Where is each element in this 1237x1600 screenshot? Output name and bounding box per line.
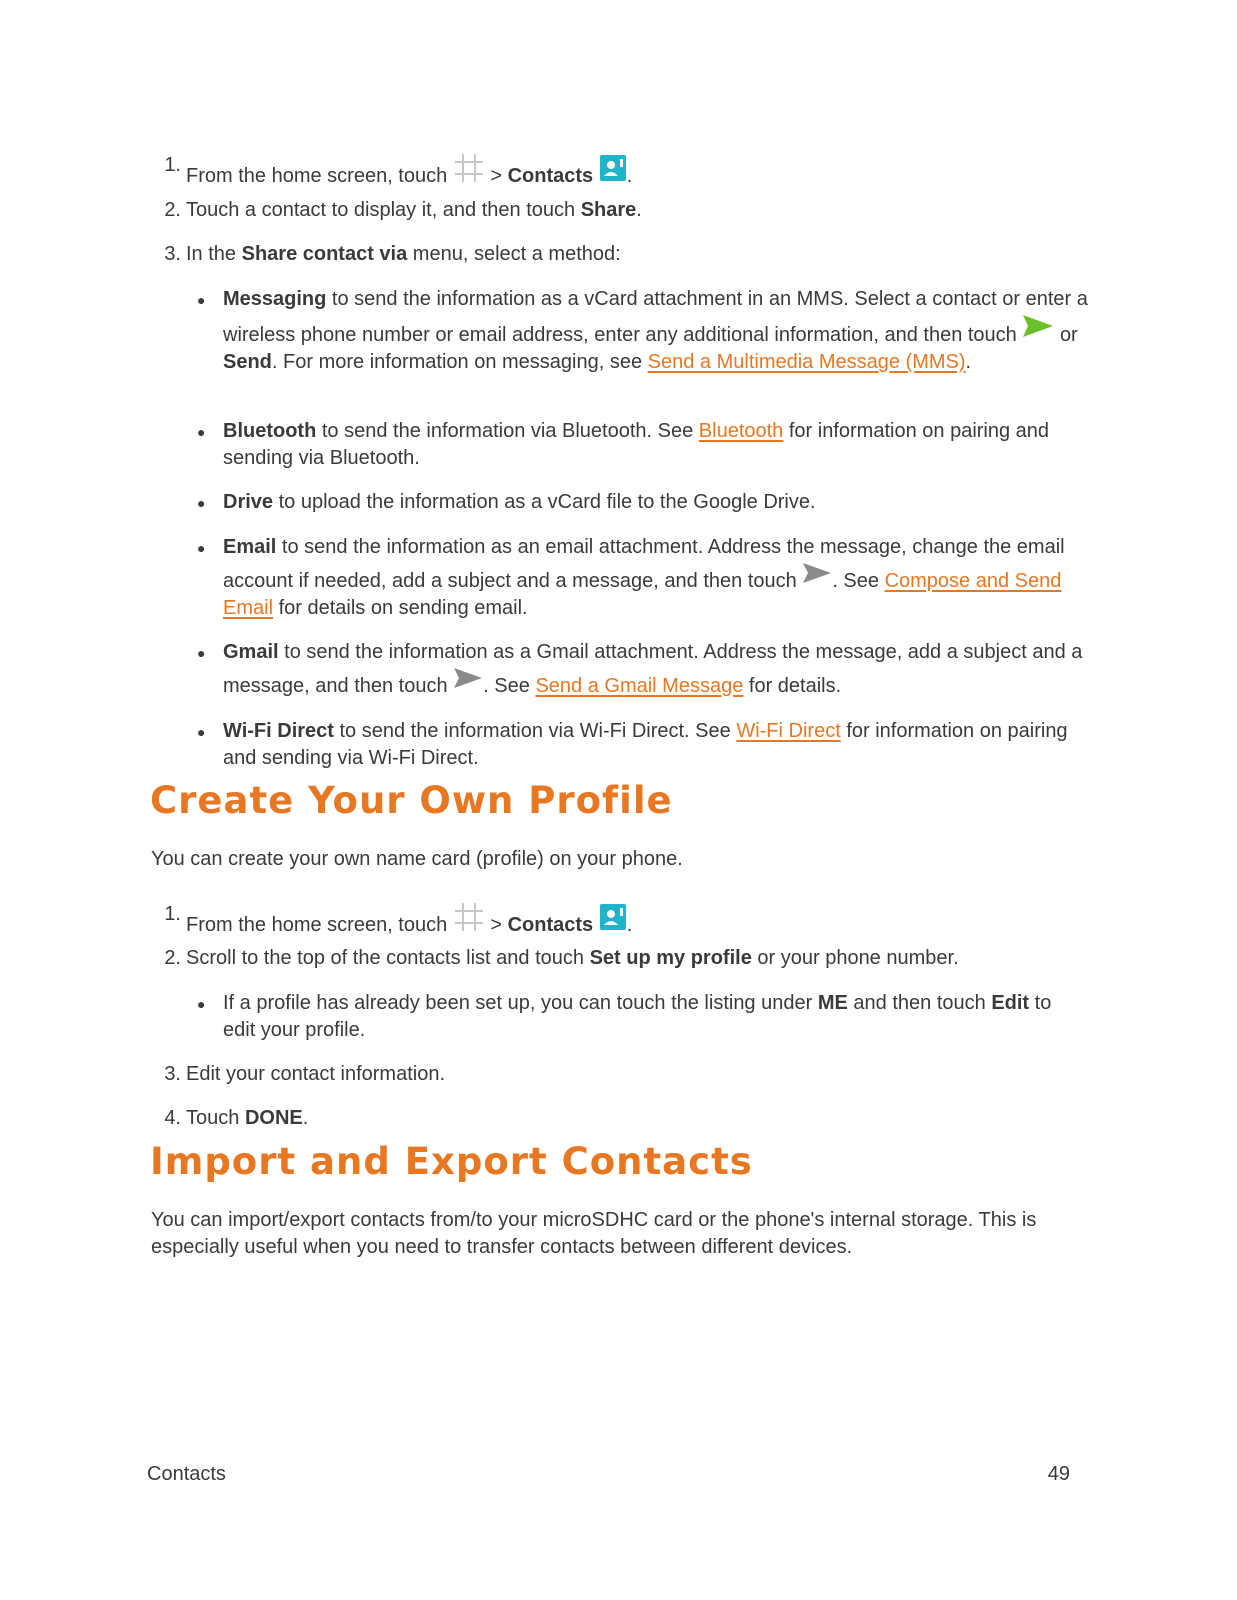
send-green-icon xyxy=(1022,313,1054,339)
footer-section: Contacts xyxy=(147,1463,226,1485)
bullet-icon: ● xyxy=(197,996,206,1012)
bullet-icon: ● xyxy=(197,540,206,556)
footer-page-number: 49 xyxy=(1047,1463,1070,1485)
step-number: 1. xyxy=(164,154,181,176)
method-drive: Drive to upload the information as a vCard file to the Google Drive. xyxy=(223,491,816,513)
document-page: 1. From the home screen, touch > Contacts . 2. Touch a contact to display it, and then touch Share. 3. In the Share contact via menu, select a method: ● Messaging to send the information as a vCard attachment in an MMS. Select a contact or enter a wireless phone number or email address, enter any additional information, and then touch or Send. For more information on messaging, see Send a Multimedia Message (MMS). ● Bluetooth to send the information via Bluetooth. See Bluetooth for information on pairing and sending via Bluetooth. ● Drive to upload the information as a vCard file to the Google Drive. ● Email to send the information as an email attachment. Address the message, change the email account if needed, add a subject and a message, and then touch . See Compose and Send Email for details on sending email. ● Gmail to send the information as a Gmail attachment. Address the message, add a subject and a message, and then touch . See Send a Gmail Message for details. ● Wi-Fi Direct to send the information via Wi-Fi Direct. See Wi-Fi Direct for information on pairing and sending via Wi-Fi Direct. Create Your Own Profile You can create your own name card (profile) on your phone. 1. From the home screen, touch > Contacts . 2. Scroll to the top of the contacts list and touch Set up my profile or your phone number. ● If a profile has already been set up, you can touch the listing under ME and then touch Edit to edit your profile. 3. Edit your contact information. 4. Touch DONE. Import and Export Contacts You can import/export contacts from/to your microSDHC card or the phone's internal storage. This is especially useful when you need to transfer contacts between different devices. Contacts 49 xyxy=(0,0,1237,1600)
send-icon xyxy=(453,666,483,690)
step-number: 2. xyxy=(164,199,181,221)
bullet-icon: ● xyxy=(197,724,206,740)
method-gmail: Gmail to send the information as a Gmail attachment. Address the message, add a subject and a message, and then touch . See Send a Gmail Message for details. xyxy=(223,641,1083,697)
apps-grid-icon xyxy=(453,152,485,184)
link-send-gmail[interactable]: Send a Gmail Message xyxy=(535,675,744,697)
step-number: 4. xyxy=(164,1107,181,1129)
bullet-icon: ● xyxy=(197,645,206,661)
link-compose-email[interactable]: Compose and Send Email xyxy=(223,570,1062,619)
import-intro: You can import/export contacts from/to your microSDHC card or the phone's internal storage. This is especially useful when you need to transfer contacts between different devices. xyxy=(151,1209,1037,1258)
contacts-icon xyxy=(599,903,627,931)
step-number: 2. xyxy=(164,947,181,969)
method-bluetooth: Bluetooth to send the information via Bluetooth. See Bluetooth for information on pairing and sending via Bluetooth. xyxy=(223,420,1050,469)
profile-intro: You can create your own name card (profile) on your phone. xyxy=(151,848,683,870)
method-messaging: Messaging to send the information as a vCard attachment in an MMS. Select a contact or enter a wireless phone number or email address, enter any additional information, and then touch or Send. For more information on messaging, see Send a Multimedia Message (MMS). xyxy=(223,288,1088,373)
bullet-icon: ● xyxy=(197,292,206,308)
link-wifi-direct[interactable]: Wi-Fi Direct xyxy=(736,720,841,742)
contacts-icon xyxy=(599,154,627,182)
link-send-mms[interactable]: Send a Multimedia Message (MMS) xyxy=(647,351,966,373)
method-email: Email to send the information as an email attachment. Address the message, change the email account if needed, add a subject and a message, and then touch . See Compose and Send Email for details on sending email. xyxy=(223,536,1065,619)
send-icon xyxy=(802,561,832,585)
method-wifi-direct: Wi-Fi Direct to send the information via Wi-Fi Direct. See Wi-Fi Direct for information on pairing and sending via Wi-Fi Direct. xyxy=(223,720,1068,769)
link-bluetooth[interactable]: Bluetooth xyxy=(698,420,784,442)
step-number: 3. xyxy=(164,1063,181,1085)
profile-sub-bullet: If a profile has already been set up, you can touch the listing under ME and then touch Edit to edit your profile. xyxy=(223,992,1052,1041)
bullet-icon: ● xyxy=(197,495,206,511)
step-number: 3. xyxy=(164,243,181,265)
step-number: 1. xyxy=(164,903,181,925)
section-heading-profile: Create Your Own Profile xyxy=(150,779,673,822)
apps-grid-icon xyxy=(453,901,485,933)
section-heading-import: Import and Export Contacts xyxy=(150,1140,753,1183)
bullet-icon: ● xyxy=(197,424,206,440)
